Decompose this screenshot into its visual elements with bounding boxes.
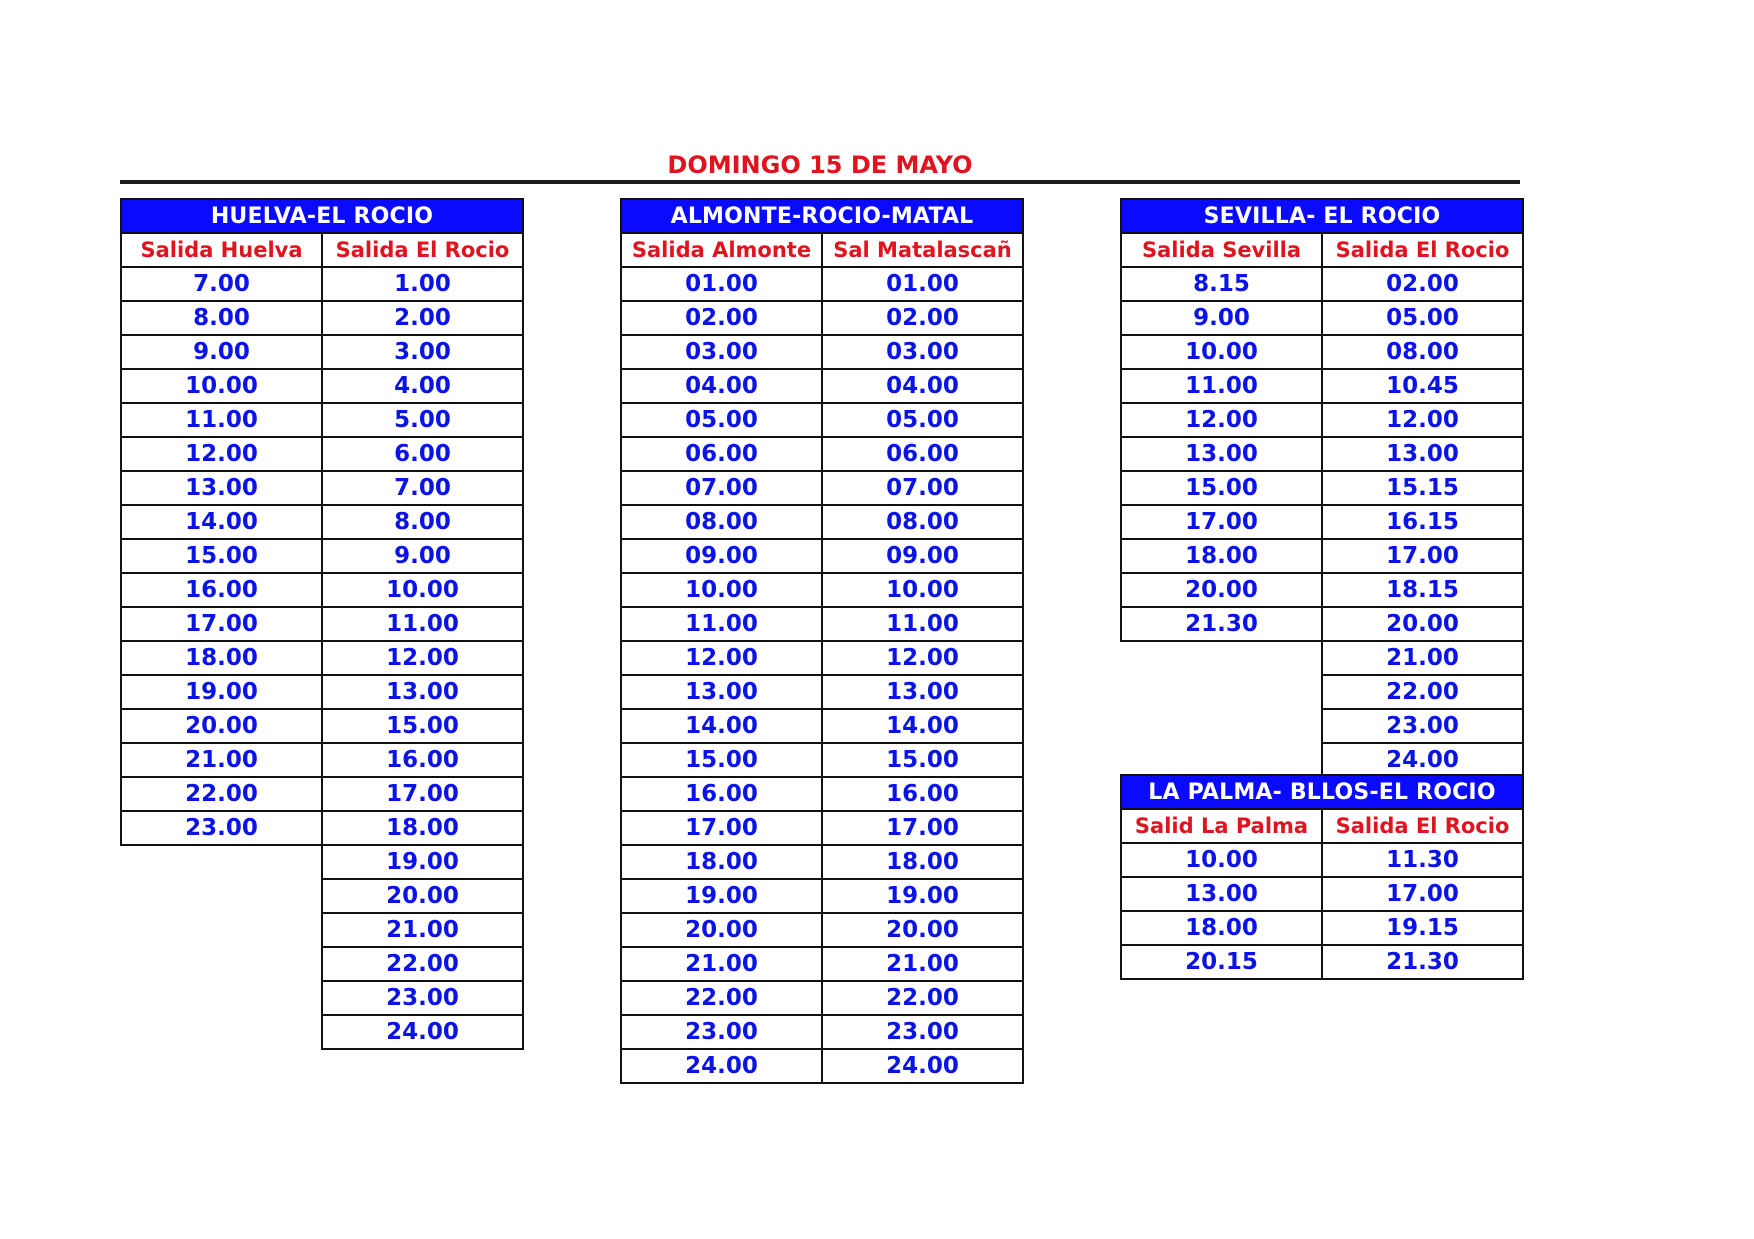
departure-time: 12.00 xyxy=(1322,403,1523,437)
departure-time: 23.00 xyxy=(322,981,523,1015)
table-row xyxy=(121,369,523,403)
departure-time: 18.00 xyxy=(621,845,822,879)
departure-time: 15.00 xyxy=(1121,471,1322,505)
departure-time: 10.00 xyxy=(121,369,322,403)
departure-time: 12.00 xyxy=(121,437,322,471)
table-row xyxy=(121,403,523,437)
table-row xyxy=(1121,675,1523,709)
timetable-sevilla-el-rocio xyxy=(1120,198,1524,778)
departure-time: 05.00 xyxy=(1322,301,1523,335)
departure-time: 22.00 xyxy=(121,777,322,811)
table-row xyxy=(121,607,523,641)
departure-time: 15.15 xyxy=(1322,471,1523,505)
departure-time: 11.00 xyxy=(322,607,523,641)
departure-time: 07.00 xyxy=(822,471,1023,505)
departure-time: 10.00 xyxy=(322,573,523,607)
departure-time: 15.00 xyxy=(822,743,1023,777)
table-row xyxy=(121,267,523,301)
departure-time: 20.00 xyxy=(822,913,1023,947)
departure-time: 13.00 xyxy=(822,675,1023,709)
table-row xyxy=(1121,945,1523,979)
departure-time: 18.00 xyxy=(1121,911,1322,945)
departure-time: 10.00 xyxy=(1121,843,1322,877)
table-row xyxy=(121,845,523,879)
table-row xyxy=(621,573,1023,607)
table-row xyxy=(1121,607,1523,641)
empty-cell xyxy=(121,981,322,1015)
table-row xyxy=(121,335,523,369)
table-row xyxy=(621,335,1023,369)
departure-time: 14.00 xyxy=(621,709,822,743)
table-row xyxy=(621,709,1023,743)
departure-time: 19.00 xyxy=(621,879,822,913)
table-row xyxy=(121,777,523,811)
table-row xyxy=(121,675,523,709)
departure-time: 7.00 xyxy=(121,267,322,301)
table-row xyxy=(1121,505,1523,539)
departure-time: 17.00 xyxy=(1322,539,1523,573)
route-header: HUELVA-EL ROCIO xyxy=(121,199,523,233)
table-row xyxy=(121,947,523,981)
departure-time: 11.30 xyxy=(1322,843,1523,877)
departure-time: 17.00 xyxy=(621,811,822,845)
departure-time: 08.00 xyxy=(822,505,1023,539)
departure-time: 19.15 xyxy=(1322,911,1523,945)
column-header: Salida Sevilla xyxy=(1121,233,1322,267)
departure-time: 17.00 xyxy=(822,811,1023,845)
departure-time: 20.00 xyxy=(121,709,322,743)
departure-time: 15.00 xyxy=(322,709,523,743)
table-row xyxy=(621,845,1023,879)
table-row xyxy=(121,505,523,539)
empty-cell xyxy=(121,845,322,879)
departure-time: 19.00 xyxy=(822,879,1023,913)
departure-time: 12.00 xyxy=(322,641,523,675)
departure-time: 4.00 xyxy=(322,369,523,403)
route-header: LA PALMA- BLLOS-EL ROCIO xyxy=(1121,775,1523,809)
departure-time: 8.00 xyxy=(121,301,322,335)
departure-time: 18.00 xyxy=(822,845,1023,879)
table-row xyxy=(1121,267,1523,301)
departure-time: 8.00 xyxy=(322,505,523,539)
table-row xyxy=(1121,539,1523,573)
empty-cell xyxy=(1121,641,1322,675)
table-row xyxy=(121,743,523,777)
table-row xyxy=(121,981,523,1015)
departure-time: 17.00 xyxy=(1322,877,1523,911)
departure-time: 16.15 xyxy=(1322,505,1523,539)
departure-time: 05.00 xyxy=(621,403,822,437)
departure-time: 20.00 xyxy=(1322,607,1523,641)
departure-time: 2.00 xyxy=(322,301,523,335)
table-row xyxy=(621,641,1023,675)
table-row xyxy=(621,403,1023,437)
departure-time: 6.00 xyxy=(322,437,523,471)
departure-time: 06.00 xyxy=(822,437,1023,471)
table-row xyxy=(621,675,1023,709)
departure-time: 7.00 xyxy=(322,471,523,505)
departure-time: 24.00 xyxy=(621,1049,822,1083)
table-row xyxy=(621,471,1023,505)
departure-time: 21.30 xyxy=(1121,607,1322,641)
departure-time: 02.00 xyxy=(621,301,822,335)
departure-time: 02.00 xyxy=(822,301,1023,335)
table-row xyxy=(1121,709,1523,743)
table-row xyxy=(1121,911,1523,945)
table-row xyxy=(621,437,1023,471)
departure-time: 19.00 xyxy=(322,845,523,879)
empty-cell xyxy=(1121,675,1322,709)
departure-time: 22.00 xyxy=(322,947,523,981)
column-header: Salida Almonte xyxy=(621,233,822,267)
departure-time: 24.00 xyxy=(1322,743,1523,777)
departure-time: 16.00 xyxy=(822,777,1023,811)
departure-time: 18.15 xyxy=(1322,573,1523,607)
table-row xyxy=(1121,369,1523,403)
column-header: Salida Huelva xyxy=(121,233,322,267)
departure-time: 06.00 xyxy=(621,437,822,471)
departure-time: 08.00 xyxy=(621,505,822,539)
table-row xyxy=(621,811,1023,845)
departure-time: 16.00 xyxy=(322,743,523,777)
departure-time: 23.00 xyxy=(822,1015,1023,1049)
departure-time: 04.00 xyxy=(621,369,822,403)
departure-time: 15.00 xyxy=(621,743,822,777)
departure-time: 13.00 xyxy=(1121,437,1322,471)
departure-time: 22.00 xyxy=(1322,675,1523,709)
departure-time: 23.00 xyxy=(1322,709,1523,743)
departure-time: 24.00 xyxy=(322,1015,523,1049)
timetable-huelva-el-rocio xyxy=(120,198,524,1050)
departure-time: 02.00 xyxy=(1322,267,1523,301)
timetable-almonte-rocio-matal xyxy=(620,198,1024,1084)
departure-time: 22.00 xyxy=(822,981,1023,1015)
departure-time: 03.00 xyxy=(621,335,822,369)
departure-time: 9.00 xyxy=(1121,301,1322,335)
departure-time: 12.00 xyxy=(1121,403,1322,437)
empty-cell xyxy=(121,1015,322,1049)
departure-time: 20.00 xyxy=(1121,573,1322,607)
table-row xyxy=(621,369,1023,403)
departure-time: 21.00 xyxy=(1322,641,1523,675)
departure-time: 08.00 xyxy=(1322,335,1523,369)
table-row xyxy=(121,879,523,913)
table-row xyxy=(121,437,523,471)
table-row xyxy=(621,947,1023,981)
departure-time: 10.00 xyxy=(621,573,822,607)
table-row xyxy=(1121,437,1523,471)
departure-time: 18.00 xyxy=(322,811,523,845)
departure-time: 12.00 xyxy=(621,641,822,675)
column-header: Salida El Rocio xyxy=(322,233,523,267)
departure-time: 23.00 xyxy=(121,811,322,845)
column-header: Salida El Rocio xyxy=(1322,233,1523,267)
table-row xyxy=(121,1015,523,1049)
departure-time: 24.00 xyxy=(822,1049,1023,1083)
table-row xyxy=(1121,743,1523,777)
departure-time: 03.00 xyxy=(822,335,1023,369)
departure-time: 8.15 xyxy=(1121,267,1322,301)
departure-time: 15.00 xyxy=(121,539,322,573)
departure-time: 11.00 xyxy=(121,403,322,437)
empty-cell xyxy=(121,879,322,913)
table-row xyxy=(1121,335,1523,369)
departure-time: 21.00 xyxy=(822,947,1023,981)
departure-time: 17.00 xyxy=(322,777,523,811)
table-row xyxy=(121,811,523,845)
table-row xyxy=(1121,877,1523,911)
timetable-la-palma-el-rocio xyxy=(1120,774,1524,980)
page-title: DOMINGO 15 DE MAYO xyxy=(667,151,973,179)
departure-time: 12.00 xyxy=(822,641,1023,675)
departure-time: 13.00 xyxy=(322,675,523,709)
table-row xyxy=(1121,471,1523,505)
departure-time: 20.15 xyxy=(1121,945,1322,979)
empty-cell xyxy=(121,913,322,947)
departure-time: 20.00 xyxy=(621,913,822,947)
departure-time: 11.00 xyxy=(822,607,1023,641)
departure-time: 17.00 xyxy=(121,607,322,641)
departure-time: 14.00 xyxy=(822,709,1023,743)
table-row xyxy=(121,709,523,743)
table-row xyxy=(621,1015,1023,1049)
table-row xyxy=(621,1049,1023,1083)
departure-time: 14.00 xyxy=(121,505,322,539)
table-row xyxy=(621,539,1023,573)
table-row xyxy=(1121,573,1523,607)
table-row xyxy=(121,539,523,573)
departure-time: 11.00 xyxy=(1121,369,1322,403)
departure-time: 5.00 xyxy=(322,403,523,437)
departure-time: 17.00 xyxy=(1121,505,1322,539)
table-row xyxy=(621,267,1023,301)
departure-time: 21.00 xyxy=(322,913,523,947)
table-row xyxy=(1121,641,1523,675)
departure-time: 10.45 xyxy=(1322,369,1523,403)
departure-time: 01.00 xyxy=(822,267,1023,301)
departure-time: 10.00 xyxy=(1121,335,1322,369)
departure-time: 13.00 xyxy=(1121,877,1322,911)
departure-time: 13.00 xyxy=(621,675,822,709)
departure-time: 09.00 xyxy=(621,539,822,573)
departure-time: 20.00 xyxy=(322,879,523,913)
departure-time: 21.30 xyxy=(1322,945,1523,979)
departure-time: 16.00 xyxy=(621,777,822,811)
table-row xyxy=(1121,843,1523,877)
table-row xyxy=(1121,403,1523,437)
departure-time: 07.00 xyxy=(621,471,822,505)
departure-time: 18.00 xyxy=(1121,539,1322,573)
departure-time: 18.00 xyxy=(121,641,322,675)
departure-time: 3.00 xyxy=(322,335,523,369)
table-row xyxy=(621,607,1023,641)
departure-time: 16.00 xyxy=(121,573,322,607)
table-row xyxy=(621,913,1023,947)
departure-time: 22.00 xyxy=(621,981,822,1015)
departure-time: 21.00 xyxy=(121,743,322,777)
table-row xyxy=(621,743,1023,777)
departure-time: 13.00 xyxy=(1322,437,1523,471)
empty-cell xyxy=(121,947,322,981)
departure-time: 10.00 xyxy=(822,573,1023,607)
table-row xyxy=(121,913,523,947)
departure-time: 04.00 xyxy=(822,369,1023,403)
route-header: SEVILLA- EL ROCIO xyxy=(1121,199,1523,233)
departure-time: 1.00 xyxy=(322,267,523,301)
empty-cell xyxy=(1121,743,1322,777)
table-row xyxy=(121,573,523,607)
departure-time: 19.00 xyxy=(121,675,322,709)
departure-time: 01.00 xyxy=(621,267,822,301)
departure-time: 09.00 xyxy=(822,539,1023,573)
route-header: ALMONTE-ROCIO-MATAL xyxy=(621,199,1023,233)
title-divider xyxy=(120,180,1520,184)
table-row xyxy=(1121,301,1523,335)
table-row xyxy=(121,471,523,505)
departure-time: 11.00 xyxy=(621,607,822,641)
departure-time: 05.00 xyxy=(822,403,1023,437)
table-row xyxy=(621,981,1023,1015)
column-header: Salida El Rocio xyxy=(1322,809,1523,843)
departure-time: 9.00 xyxy=(322,539,523,573)
table-row xyxy=(121,641,523,675)
column-header: Sal Matalascañ xyxy=(822,233,1023,267)
departure-time: 9.00 xyxy=(121,335,322,369)
column-header: Salid La Palma xyxy=(1121,809,1322,843)
table-row xyxy=(621,879,1023,913)
table-row xyxy=(621,505,1023,539)
table-row xyxy=(621,301,1023,335)
departure-time: 13.00 xyxy=(121,471,322,505)
empty-cell xyxy=(1121,709,1322,743)
departure-time: 23.00 xyxy=(621,1015,822,1049)
departure-time: 21.00 xyxy=(621,947,822,981)
table-row xyxy=(621,777,1023,811)
table-row xyxy=(121,301,523,335)
